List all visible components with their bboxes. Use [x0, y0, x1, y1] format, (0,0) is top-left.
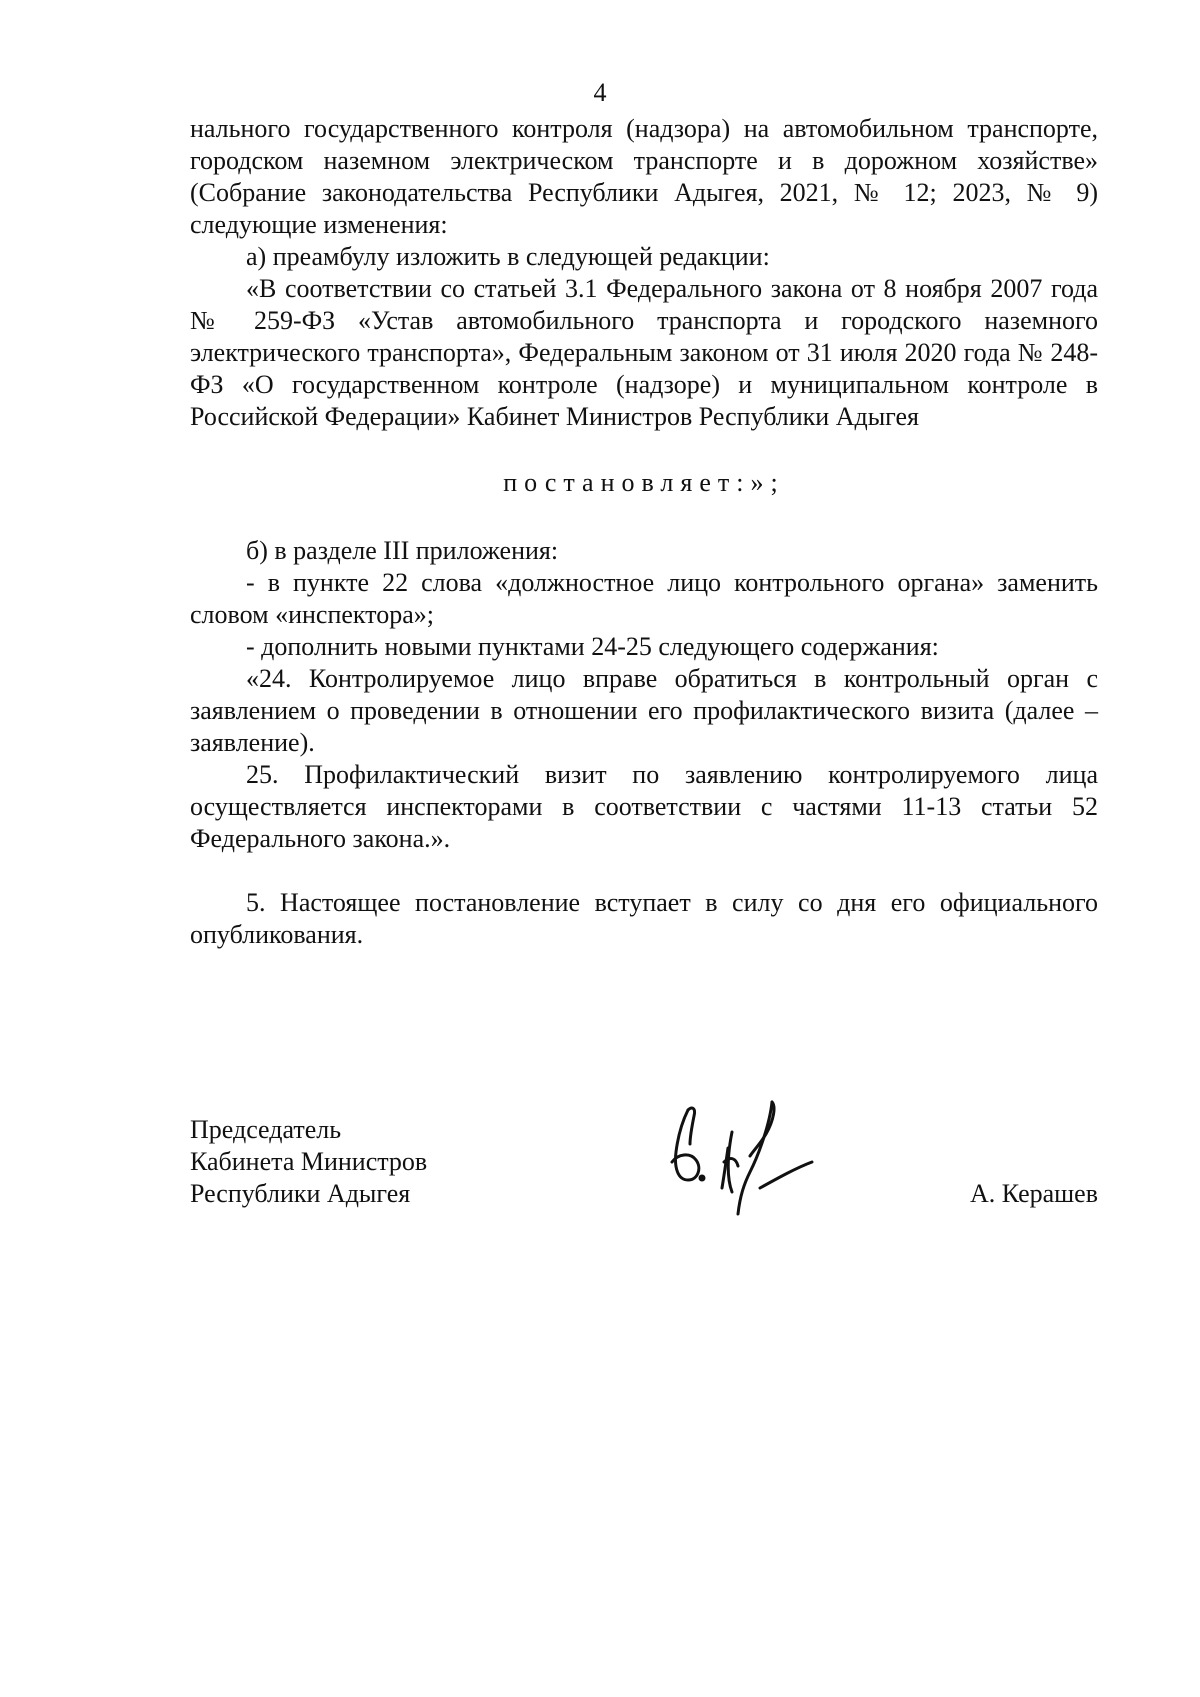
document-body	[190, 113, 1098, 951]
paragraph-item-b: б) в разделе III приложения:	[246, 536, 559, 565]
paragraph-item-a: а) преамбулу изложить в следующей редакции:	[246, 242, 770, 271]
paragraph-resolves: постановляет:»;	[503, 468, 785, 497]
signer-name: А. Керашев	[969, 1179, 1098, 1208]
paragraph-point-25: 25. Профилактический визит по заявлению контролируемого лица осуществляется инспекторами в соответствии с частями 11-13 статьи 52 Федерального закона.».	[190, 760, 1098, 853]
signatory-line-3: Республики Адыгея	[190, 1179, 411, 1208]
signatory-line-1: Председатель	[190, 1115, 342, 1144]
signatory-line-2: Кабинета Министров	[190, 1147, 428, 1176]
paragraph-add-points: - дополнить новыми пунктами 24-25 следующего содержания:	[246, 632, 939, 661]
handwritten-signature	[660, 1092, 830, 1222]
paragraph-preamble: «В соответствии со статьей 3.1 Федерального закона от 8 ноября 2007 года № 259-ФЗ «Устав автомобильного транспорта и городского наземного электрического транспорта», Федеральным законом от 31 июля 2020 года № 248-ФЗ «О государственном контроле (надзоре) и муниципальном контроле в Российской Федерации» Кабинет Министров Республики Адыгея	[190, 274, 1098, 431]
signatory-title	[190, 1114, 427, 1210]
paragraph-continuation: нального государственного контроля (надзора) на автомобильном транспорте, городском наземном электрическом транспорте и в дорожном хозяйстве» (Собрание законодательства Республики Адыгея, 2021, № 12; 2023, № 9) следующие изменения:	[190, 114, 1098, 239]
paragraph-item-5: 5. Настоящее постановление вступает в силу со дня его официального опубликования.	[190, 888, 1098, 949]
paragraph-point-24: «24. Контролируемое лицо вправе обратиться в контрольный орган с заявлением о проведении в отношении его профилактического визита (далее – заявление).	[190, 664, 1098, 757]
page-number: 4	[593, 78, 607, 107]
paragraph-point-22: - в пункте 22 слова «должностное лицо контрольного органа» заменить словом «инспектора»;	[190, 568, 1098, 629]
